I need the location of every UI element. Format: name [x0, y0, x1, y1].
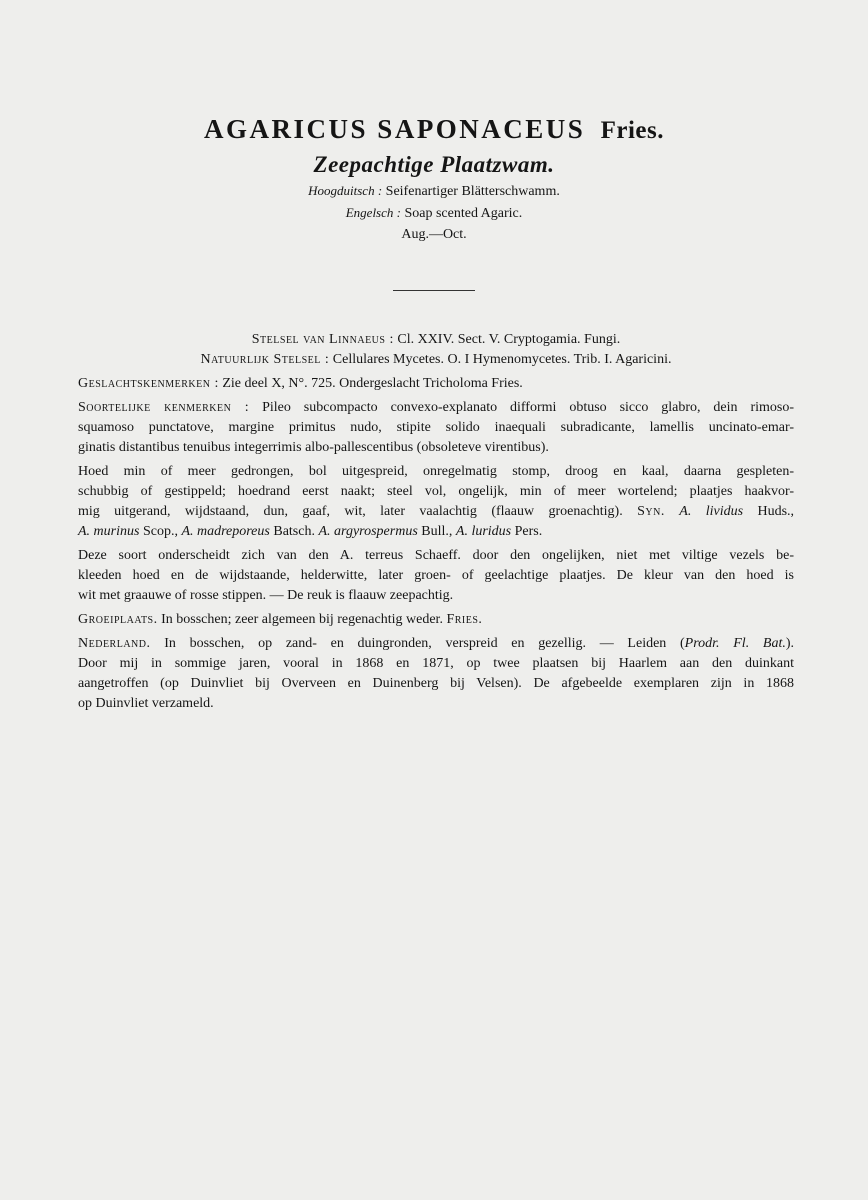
- synonym-3-author: Batsch.: [273, 524, 315, 539]
- netherlands-text-1: In bosschen, op zand- en duingronden, verspreid en gezellig. — Leiden (: [164, 636, 685, 651]
- linnaeus-text: Cl. XXIV. Sect. V. Cryptogamia. Fungi.: [397, 332, 621, 347]
- english-name: Soap scented Agaric.: [404, 206, 523, 221]
- synonym-5: A. luridus: [455, 524, 512, 539]
- comparison-line-1: Deze soort onderscheidt zich van den A. terreus Schaeff. door den ongelijken, niet met viltige vezels be-: [78, 548, 794, 563]
- synonym-2-author: Scop.,: [142, 524, 178, 539]
- synonym-1: A. lividus: [679, 504, 744, 519]
- german-name: Seifenartiger Blätterschwamm.: [385, 184, 560, 199]
- english-name-line: [0, 202, 868, 224]
- body-text: [78, 330, 794, 714]
- habitat-text: In bosschen; zeer algemeen bij regenachtig weder.: [161, 612, 443, 627]
- synonym-4: A. argyrospermus: [318, 524, 418, 539]
- german-name-line: [0, 180, 868, 202]
- species-chars-text-1: Pileo subcompacto convexo-explanato difformi obtuso sicco glabro, dein rimoso-: [262, 400, 794, 415]
- species-chars-line-3: ginatis distantibus tenuibus integerrimis albo-pallescentibus (obsoleteve virentibus).: [78, 440, 549, 455]
- natural-system-text: Cellulares Mycetes. O. I Hymenomycetes. Trib. I. Agaricini.: [332, 352, 672, 367]
- title-block: [0, 112, 868, 245]
- species-chars-paragraph: [78, 398, 794, 458]
- comparison-line-3: wit met graauwe of rosse stippen. — De reuk is flaauw zeepachtig.: [78, 588, 454, 603]
- habitat-line: [78, 610, 794, 630]
- species-chars-line-2: squamoso punctatove, margine primitus nudo, stipite solido inaequali subradicante, lamellis uncinato-emar-: [78, 420, 794, 435]
- description-line-2: schubbig of gestippeld; hoedrand eerst naakt; steel vol, ongelijk, min of meer wortelend; plaatjes haakvor-: [78, 484, 794, 499]
- species-title: [0, 112, 868, 148]
- species-chars-line-1: [78, 398, 794, 418]
- english-label: Engelsch :: [345, 205, 401, 220]
- netherlands-line-1: [78, 634, 794, 654]
- synonym-2: A. murinus: [78, 524, 140, 539]
- netherlands-line-4: op Duinvliet verzameld.: [78, 696, 214, 711]
- synonym-5-author: Pers.: [514, 524, 543, 539]
- natural-system-line: [78, 350, 794, 370]
- synonym-1-author: Huds.,: [757, 504, 795, 519]
- synonym-3: A. madreporeus: [181, 524, 270, 539]
- description-line-4: [78, 522, 794, 542]
- genus-chars-line: [78, 374, 794, 394]
- netherlands-reference: Prodr. Fl. Bat.: [684, 636, 786, 651]
- synonym-4-author: Bull.,: [421, 524, 453, 539]
- netherlands-line-3: aangetroffen (op Duinvliet bij Overveen en Duinenberg bij Velsen). De afgebeelde exemplaren zijn in 1868: [78, 676, 794, 691]
- netherlands-label: Nederland.: [78, 636, 151, 651]
- linnaeus-label: Stelsel van Linnaeus :: [251, 332, 394, 347]
- netherlands-text-1-end: ).: [785, 636, 795, 651]
- genus-chars-label: Geslachtskenmerken :: [78, 376, 219, 391]
- german-label: Hoogduitsch :: [308, 183, 383, 198]
- species-chars-label: Soortelijke kenmerken :: [78, 400, 250, 415]
- description-paragraph: [78, 462, 794, 542]
- description-line-1: Hoed min of meer gedrongen, bol uitgespreid, onregelmatig stomp, droog en kaal, daarna gespleten-: [78, 464, 794, 479]
- synonym-label: Syn.: [637, 504, 665, 519]
- species-author: Fries.: [600, 117, 664, 144]
- natural-system-label: Natuurlijk Stelsel :: [200, 352, 330, 367]
- description-text-3: mig uitgerand, wijdstaand, dun, gaaf, wit, later vaalachtig (flaauw groenachtig).: [78, 504, 623, 519]
- species-name: AGARICUS SAPONACEUS: [204, 114, 586, 144]
- netherlands-line-2: Door mij in sommige jaren, vooral in 1868 en 1871, op twee plaatsen bij Haarlem aan den duinkant: [78, 656, 794, 671]
- habitat-author: Fries.: [446, 612, 483, 627]
- comparison-line-2: kleeden hoed en de wijdstaande, helderwitte, later groen- of geelachtige plaatjes. De kleur van den hoed is: [78, 568, 794, 583]
- genus-chars-text: Zie deel X, N°. 725. Ondergeslacht Tricholoma Fries.: [222, 376, 523, 391]
- comparison-paragraph: [78, 546, 794, 606]
- netherlands-paragraph: [78, 634, 794, 714]
- season: Aug.—Oct.: [401, 227, 467, 242]
- habitat-label: Groeiplaats.: [78, 612, 158, 627]
- linnaeus-line: [78, 330, 794, 350]
- description-line-3: [78, 502, 794, 522]
- dutch-name: Zeepachtige Plaatzwam.: [313, 152, 555, 177]
- divider-rule: [393, 290, 475, 291]
